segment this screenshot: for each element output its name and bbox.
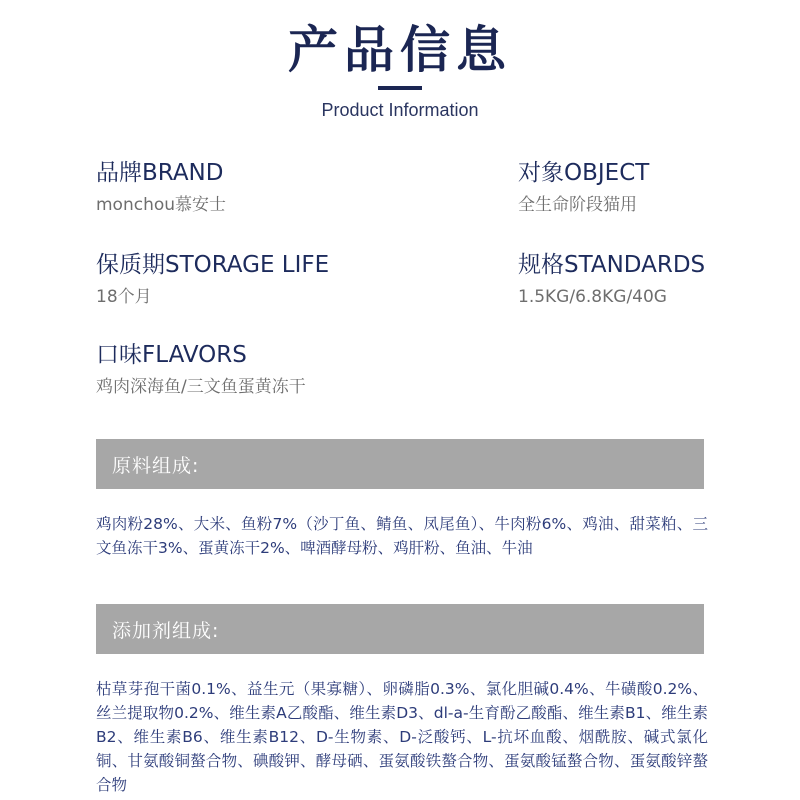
storage-life-value: 18个月 <box>96 287 152 307</box>
flavors-value: 鸡肉深海鱼/三文鱼蛋黄冻干 <box>96 377 306 397</box>
additives-section-bar <box>96 604 704 654</box>
object-value: 全生命阶段猫用 <box>518 195 637 215</box>
storage-life-label: 保质期STORAGE LIFE <box>96 252 330 278</box>
page-title: 产品信息 <box>288 21 512 79</box>
additives-heading: 添加剂组成: <box>112 620 220 642</box>
page-subtitle: Product Information <box>321 100 479 120</box>
standards-label: 规格STANDARDS <box>518 252 706 278</box>
ingredients-text: 鸡肉粉28%、大米、鱼粉7%（沙丁鱼、鲭鱼、凤尾鱼）、牛肉粉6%、鸡油、甜菜粕、三文鱼冻干3%、蛋黄冻干2%、啤酒酵母粉、鸡肝粉、鱼油、牛油 <box>96 515 708 557</box>
info-storage-life <box>96 250 396 308</box>
object-label: 对象OBJECT <box>518 160 650 186</box>
info-standards <box>518 250 800 308</box>
brand-value: monchou慕安士 <box>96 195 227 215</box>
flavors-label: 口味FLAVORS <box>96 342 247 368</box>
ingredients-heading: 原料组成: <box>112 455 200 477</box>
additives-text: 枯草芽孢干菌0.1%、益生元（果寡糖）、卵磷脂0.3%、氯化胆碱0.4%、牛磺酸0.2%、丝兰提取物0.2%、维生素A乙酸酯、维生素D3、dl-a-生育酚乙酸酯、维生素B1、维生素B2、维生素B6、维生素B12、D-生物素、D-泛酸钙、L-抗坏血酸、烟酰胺、碱式氯化铜、甘氨酸铜螯合物、碘酸钾、酵母硒、蛋氨酸铁螯合物、蛋氨酸锰螯合物、蛋氨酸锌螯合物 <box>96 680 708 794</box>
info-object <box>518 158 800 216</box>
info-brand <box>96 158 396 216</box>
page-header <box>0 0 800 140</box>
ingredients-section-bar <box>96 439 704 489</box>
info-flavors <box>96 340 396 398</box>
title-divider <box>378 86 422 90</box>
brand-label: 品牌BRAND <box>96 160 224 186</box>
standards-value: 1.5KG/6.8KG/40G <box>518 287 667 307</box>
